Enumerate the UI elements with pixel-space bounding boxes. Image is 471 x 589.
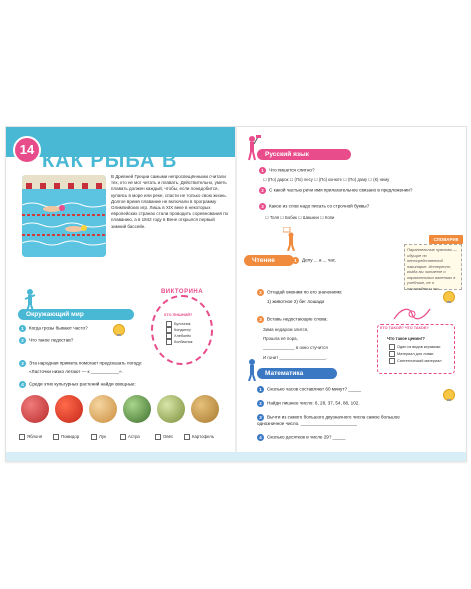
lightbulb-icon bbox=[113, 324, 125, 336]
apple-image bbox=[21, 395, 49, 423]
page-title: КАК РЫБА В bbox=[42, 150, 178, 172]
dictionary-note: Параллельные чувства — идущие по непосредственной накипарке. Интересно, когда вы читаете о параллельных явлениях в учебнике, не о наслаждении ты. bbox=[404, 244, 462, 290]
reading-question-3: 3 Вставь недостающие слова: bbox=[257, 316, 328, 323]
book-spread bbox=[5, 126, 467, 462]
onion-image bbox=[89, 395, 117, 423]
potato-image bbox=[191, 395, 219, 423]
lightbulb-icon bbox=[443, 291, 455, 303]
veg-option-aster[interactable]: Астра bbox=[120, 434, 140, 440]
cenn-option-1[interactable]: Один из видов керамики bbox=[389, 344, 440, 350]
slovarik-label: СЛОВАРИК bbox=[429, 235, 463, 244]
plants-image-row bbox=[19, 395, 229, 425]
russian-question-2: 2 С какой частью речи имя прилагательное связано в предложении? bbox=[259, 187, 412, 194]
section-okruzhayushchiy-mir: Окружающий мир bbox=[18, 309, 134, 320]
question-3: 3 Эта народная примета помогает предсказать погоду: bbox=[19, 360, 142, 367]
math-question-2: 2 Найди лишнее число: 6, 28, 37, 54, 88, 102. bbox=[257, 400, 360, 407]
quiz-title: ВИКТОРИНА bbox=[160, 289, 204, 295]
poem-line-4[interactable]: И гонит ___________________. bbox=[263, 355, 328, 360]
reading-question-2: 2 Отгадай омоним по его значениям: bbox=[257, 289, 342, 296]
lightbulb-icon bbox=[443, 389, 455, 401]
quiz-option-2[interactable]: Кондитер bbox=[166, 327, 191, 333]
reading-question-2-hints: 1) животное 2) бег лошади bbox=[267, 299, 325, 304]
poem-line-3[interactable]: _____________ в окно стучится bbox=[263, 345, 328, 350]
math-question-4: 4 Сколько десятков в числе 29? _____ bbox=[257, 434, 345, 441]
russian-question-1: 1 Что пишется слитно? bbox=[259, 167, 315, 174]
veg-option-onion[interactable]: Лук bbox=[91, 434, 106, 440]
reading-question-1: 1 Делу ... а ... час. bbox=[292, 257, 336, 264]
cenn-option-3[interactable]: Синтетический материал bbox=[389, 358, 441, 364]
question-4: 4 Среди этих культурных растений найди овощные: bbox=[19, 381, 136, 388]
cenn-title: КТО ТАКОЙ? ЧТО ТАКОЕ? bbox=[380, 326, 429, 330]
quiz-option-3[interactable]: Хлебопёк bbox=[166, 333, 191, 339]
aster-image bbox=[123, 395, 151, 423]
cenn-question: Что такое ценинг? bbox=[387, 336, 425, 341]
section-russkiy-yazyk: Русский язык bbox=[257, 149, 351, 160]
russian-q3-options[interactable]: ☐ Толя ☐ Бобик ☐ Шишкин ☐ Копи bbox=[265, 215, 335, 220]
math-question-1: 1 Сколько часов составляют 60 минут? _____ bbox=[257, 386, 361, 393]
veg-option-oats[interactable]: Овёс bbox=[155, 434, 173, 440]
left-page bbox=[6, 127, 235, 461]
question-3-answer-line[interactable]: «Ласточки низко летают — к ___________». bbox=[29, 369, 123, 374]
quiz-option-4[interactable]: Колбасник bbox=[166, 339, 192, 345]
cenn-option-2[interactable]: Материал для ловки bbox=[389, 351, 433, 357]
person-with-sign-icon bbox=[283, 227, 297, 256]
lesson-number-badge: 14 bbox=[13, 136, 41, 164]
intro-paragraph: В Древней Греции самыми непросвещёнными считали тех, кто не мог читать и плавать. Действительно, уметь плавать должен каждый, чтобы, если понадобится, купаясь в море или реке, спасти не только свою жизнь. Долгое время плавание не включали в программу Олимпийских игр. Лишь в XIX веке в некоторых европейских странах стали проводить соревнования по плаванию, а в 1842 году в Вене открылся первый зимний бассейн. bbox=[111, 174, 229, 229]
question-1: 1 Когда грозы бывают часто? bbox=[19, 325, 88, 332]
veg-option-apple[interactable]: Яблоня bbox=[19, 434, 42, 440]
right-page bbox=[237, 127, 466, 461]
math-question-3: 3 Вычти из самого большого двузначного числа самое большое однозначное число. ______________________ bbox=[257, 414, 400, 426]
poem-line-2: Прошла её пора, bbox=[263, 336, 298, 341]
russian-q1-options[interactable]: ☐ (По) дарок ☐ (По) лесу ☐ (По) конюте ☐ (По) дому ☐ (К) нему bbox=[263, 177, 390, 182]
question-2: 2 Что такое ледостав? bbox=[19, 337, 73, 344]
poem-line-1: Зима недаром злится, bbox=[263, 327, 309, 332]
quiz-question: КТО ЛИШНИЙ? bbox=[164, 313, 193, 317]
veg-option-tomato[interactable]: Помидор bbox=[53, 434, 79, 440]
footer-band bbox=[6, 452, 466, 461]
veg-option-potato[interactable]: Картофель bbox=[184, 434, 214, 440]
quiz-option-1[interactable]: Булочник bbox=[166, 321, 190, 327]
russian-question-3: 3 Какое из слов надо писать со строчной буквы? bbox=[259, 203, 369, 210]
swimmers-illustration bbox=[22, 175, 106, 257]
section-chtenie: Чтение bbox=[244, 255, 294, 266]
section-matematika: Математика bbox=[257, 368, 337, 379]
tomato-image bbox=[55, 395, 83, 423]
oats-image bbox=[157, 395, 185, 423]
